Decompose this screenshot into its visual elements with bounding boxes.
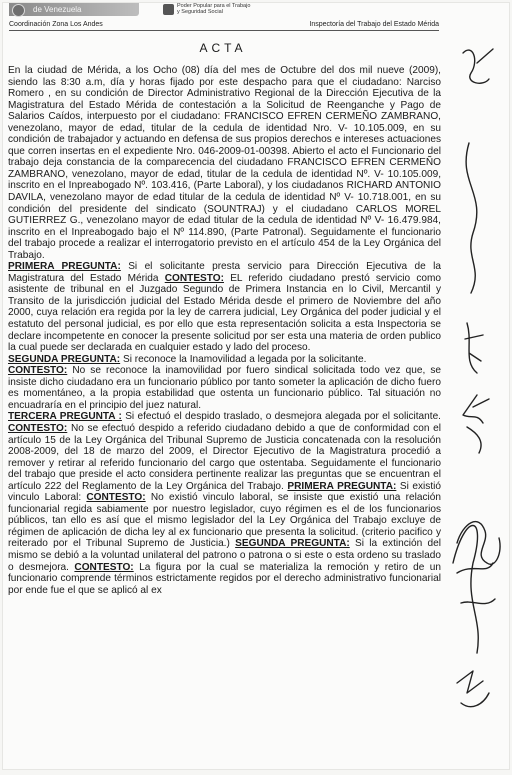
q2-answer-label: CONTESTO:	[8, 365, 68, 377]
question-3	[8, 411, 441, 596]
q2-text: Si reconoce la Inamovilidad a legada por la solicitante.	[120, 353, 367, 365]
initials-mark-3	[465, 323, 483, 373]
initials-mark-4	[463, 395, 489, 453]
document-body	[8, 65, 441, 596]
initials-mark-2	[466, 143, 477, 293]
q1-text: Si el solicitante presta servicio para Dirección Ejecutiva de la Magistratura del Estado Mérida	[8, 261, 441, 284]
q5-label: SEGUNDA PREGUNTA:	[235, 538, 350, 550]
initials-mark-5	[457, 671, 489, 707]
q3-answer-label: CONTESTO:	[8, 422, 68, 434]
q5-answer-label: CONTESTO:	[74, 561, 134, 573]
q5-text: Si la extinción del mismo se debió a la voluntad unilateral del patrono o patrona o si este o esta ordeno su traslado o desmejora.	[8, 538, 441, 573]
q3-answer: No se efectuó despido a referido ciudadano debido a que de conformidad con el artículo 15 de la Ley Orgánica del Tribunal Supremo de Justicia concatenada con la resolución 2008-2009, del 18 de marzo del 2009, el Director Ejecutivo de la Magistratura procedió a remover y retirar al referido funcionario del cargo que ostentaba. Seguidamente el funcionario del trabajo que preside el acto considera pertinente realizar las preguntas que se encuentran el artículo 222 del Reglamento de la Ley Orgánica del Trabajo.	[8, 422, 441, 492]
q3-text: Si efectuó el despido traslado, o desmejora alegada por el solicitante.	[121, 411, 441, 423]
q1-answer: EL referido ciudadano prestó servicio como asistente de tribunal en el Juzgado Segundo de Primera Instancia en lo Civil, Mercantil y Transito de la jurisdicción judicial del Estado Mérida desde el primero de Noviembre del año 2000, cuya relación era regida por la ley de carrera judicial, Ley Orgánica del poder judicial y el estatuto del personal judicial, es por ello que esta representación solicita a esta Inspectoria se declare incompetente en conocer la presente solicitud por ser esta una materia de orden publico la cual puede ser declarada en cualquier estado y lado del proceso.	[8, 272, 442, 354]
logo-left-text: de Venezuela	[33, 5, 82, 14]
ministry-mark-icon	[163, 4, 174, 15]
q4-answer-label: CONTESTO:	[86, 492, 146, 504]
coordinacion-label: Coordinación Zona Los Andes	[9, 21, 103, 28]
answer-2	[8, 365, 441, 411]
ministry-name-line1: Poder Popular para el Trabajo	[177, 3, 251, 9]
seal-icon	[12, 4, 25, 17]
inspectoria-label: Inspectoría del Trabajo del Estado Mérida	[309, 21, 439, 28]
q4-label: PRIMERA PREGUNTA:	[287, 480, 397, 492]
intro-paragraph: En la ciudad de Mérida, a los Ocho (08) día del mes de Octubre del dos mil nueve (2009), siendo las 8:30 a.m, día y horas fijado por este despacho para que el ciudadano: Narciso Romero , en su condición de Director Administrativo Regional de la Dirección Ejecutiva de la Magistratura del Estado Mérida de contestación a la Solicitud de Reenganche y Pago de Salarios Caídos, interpuesto por el ciudadano: FRANCISCO EFREN CERMEÑO ZAMBRANO, venezolano, mayor de edad, titular de la cedula de identidad Nro. V- 10.105.009, en su condición de trabajador y actuando en defensa de sus propios derechos e intereses actuaciones que corren insertas en el expediente Nro. 046-2009-01-00398. Abierto el acto el Funcionario del trabajo deja constancia de la comparecencia del ciudadano FRANCISCO EFREN CERMEÑO ZAMBRANO, venezolano, mayor de edad, titular de la cedula de identidad Nº. V- 10.105.009, inscrito en el Inpreabogado Nº. 103.416, (Parte Laboral), y los ciudadanos RICHARD ANTONIO DAVILA, venezolano mayor de edad titular de la cedula de identidad Nº V- 10.718.001, en su condición del presidente del sindicato (SOUNTRAJ) y el ciudadano CARLOS MOREL GUTIERREZ G., venezolano mayor de edad titular de la cedula de identidad Nº V- 16.479.984, inscrito en el Inpreabogado bajo el Nº 114.890, (Parte Patronal). Seguidamente el funcionario del trabajo procede a realizar el interrogatorio previsto en el artículo 454 de la Ley Orgánica del Trabajo.	[8, 65, 441, 261]
q5-answer: La figura por la cual se materializa la remoción y retiro de un funcionario comprende términos estrictamente regidos por el derecho administrativo funcionarial por ende fue el que se aplicó al ex	[8, 561, 441, 596]
q1-answer-label: CONTESTO:	[164, 272, 224, 284]
initials-mark-1	[463, 49, 493, 83]
q1-label: PRIMERA PREGUNTA:	[8, 261, 121, 273]
question-1	[8, 261, 441, 353]
ministry-logo	[9, 3, 139, 16]
header-divider	[9, 30, 439, 31]
q3-label: TERCERA PREGUNTA :	[8, 411, 122, 423]
signature-strokes	[443, 43, 509, 763]
margin-signatures	[443, 43, 509, 763]
q2-answer: No se reconoce la inamovilidad por fuero sindical solicitada todo vez que, se insiste dicho ciudadano era un funcionario público por tanto someter la aplicación de dicho fuero es momentáneo, a la propia estabilidad que ostenta un funcionario público. Tal situación no encuadraría en el principio del juez natural.	[8, 365, 441, 411]
document-page	[3, 3, 509, 769]
q4-text: Si existió vinculo Laboral:	[8, 480, 441, 504]
ministry-name-line2: y Seguridad Social	[177, 9, 223, 15]
signature-2	[457, 522, 500, 565]
ministry-name	[163, 3, 273, 17]
signature-1	[453, 526, 495, 654]
q4-answer: No existió vinculo laboral, se insiste que existió una relación funcionarial regida sabiamente por nuestro legislador, cuyo régimen es el de los funcionarios públicos, tan ello es así que el mismo legislador del la Ley Orgánica del Trabajo excluye de régimen de aplicación de dicha ley al ex funcionario que presenta la solicitud. (criterio pacifico y reiterado por el Tribunal Supremo de Justicia.)	[8, 492, 441, 550]
letterhead	[3, 3, 509, 23]
question-2	[8, 354, 441, 366]
document-title: ACTA	[199, 41, 247, 55]
q2-label: SEGUNDA PREGUNTA:	[8, 353, 121, 365]
